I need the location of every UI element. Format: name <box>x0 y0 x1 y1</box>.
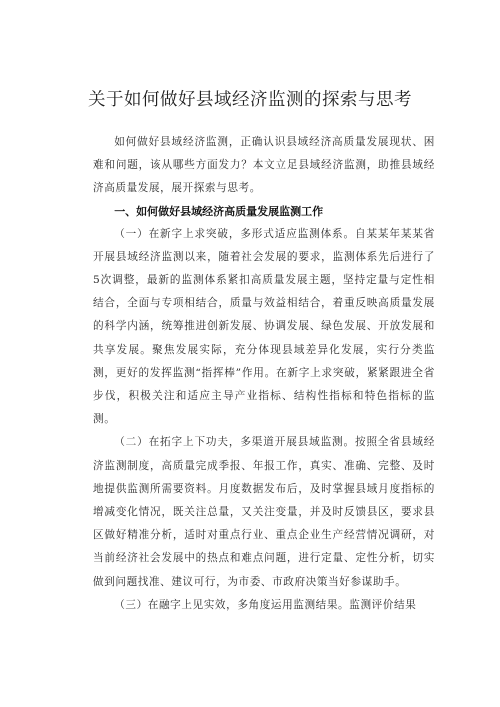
document-body <box>93 131 435 617</box>
section-heading: 一、如何做好县域经济高质量发展监测工作 <box>114 204 324 218</box>
document-title: 关于如何做好县域经济监测的探索与思考 <box>88 90 412 110</box>
paragraph-2: （二）在拓字上下功夫，多渠道开展县域监测。按照全省县域经济监测制度，高质量完成季报、年报工作，真实、准确、完整、及时地提供监测所需要资料。月度数据发布后，及时掌握县域月度指标的增减变化情况，既关注总量，又关注变量，并及时反馈县区，要求县区做好精准分析，适时对重点行业、重点企业生产经营情况调研，对当前经济社会发展中的热点和难点问题，进行定量、定性分析，切实做到问题找准、建议可行，为市委、市政府决策当好参谋助手。 <box>93 436 435 588</box>
intro-paragraph: 如何做好县域经济监测，正确认识县域经济高质量发展现状、困难和问题，该从哪些方面发力？本文立足县域经济监测，助推县域经济高质量发展，展开探索与思考。 <box>93 136 435 195</box>
paragraph-1: （一）在新字上求突破，多形式适应监测体系。自某某年某某省开展县域经济监测以来，随着社会发展的要求，监测体系先后进行了5次调整，最新的监测体系紧扣高质量发展主题，坚持定量与定性相结合，全面与专项相结合，质量与效益相结合，着重反映高质量发展的科学内涵，统筹推进创新发展、协调发展、绿色发展、开放发展和共享发展。聚焦发展实际，充分体现县域差异化发展，实行分类监测，更好的发挥监测“指挥棒”作用。在新字上求突破，紧紧跟进全省步伐，积极关注和适应主导产业指标、结构性指标和特色指标的监测。 <box>93 227 435 426</box>
paragraph-3: （三）在融字上见实效，多角度运用监测结果。监测评价结果 <box>114 598 417 611</box>
